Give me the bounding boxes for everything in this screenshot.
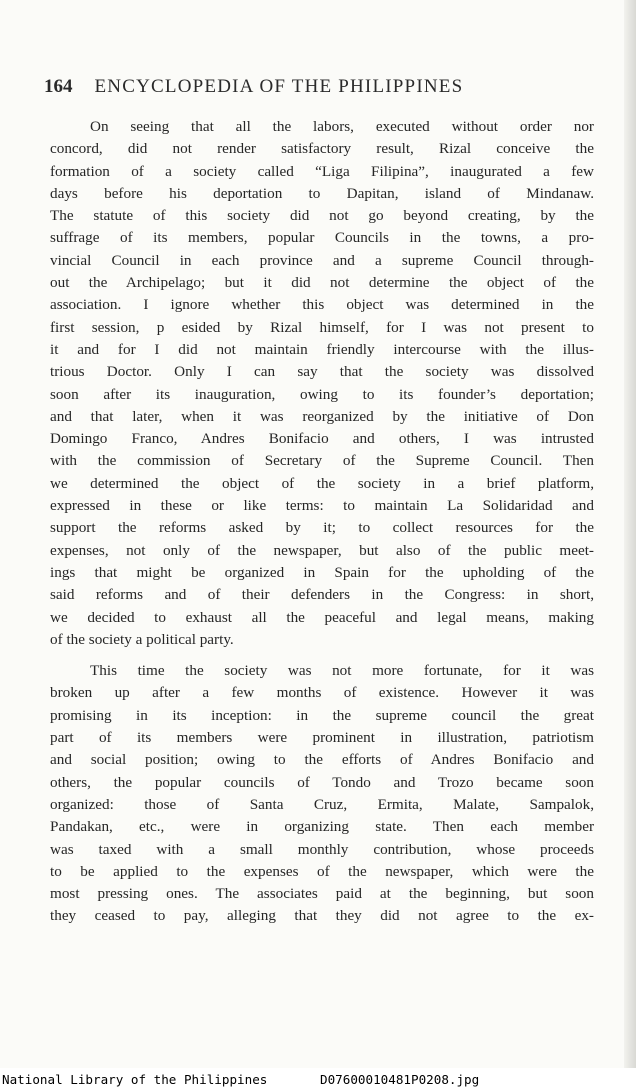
text-line: broken up after a few months of existence. However it was — [50, 684, 594, 702]
text-line: was taxed with a small monthly contribution, whose proceeds — [50, 840, 594, 858]
text-line: expressed in these or like terms: to maintain La Solidaridad and — [50, 497, 594, 515]
text-line: days before his deportation to Dapitan, island of Mindanaw. — [50, 184, 594, 202]
running-title: ENCYCLOPEDIA OF THE PHILIPPINES — [94, 76, 464, 97]
text-line: concord, did not render satisfactory result, Rizal conceive the — [50, 140, 594, 158]
text-line: out the Archipelago; but it did not determine the object of the — [50, 274, 594, 292]
text-line: they ceased to pay, alleging that they did not agree to the ex- — [50, 907, 594, 925]
text-line: This time the society was not more fortunate, for it was — [90, 662, 594, 680]
running-header — [44, 76, 463, 98]
text-line: suffrage of its members, popular Councils in the towns, a pro- — [50, 229, 594, 247]
text-line: part of its members were prominent in illustration, patriotism — [50, 729, 594, 747]
paragraph — [50, 116, 594, 651]
text-line: soon after its inauguration, owing to its founder’s deportation; — [50, 385, 594, 403]
page-number: 164 — [44, 76, 73, 97]
text-line: Pandakan, etc., were in organizing state. Then each member — [50, 818, 594, 836]
text-line: On seeing that all the labors, executed without order nor — [90, 118, 594, 135]
image-filename: D07600010481P0208.jpg — [320, 1072, 480, 1087]
text-line: most pressing ones. The associates paid at the beginning, but soon — [50, 885, 594, 903]
text-line: to be applied to the expenses of the newspaper, which were the — [50, 862, 594, 880]
text-line: and that later, when it was reorganized by the initiative of Don — [50, 407, 594, 425]
text-line: expenses, not only of the newspaper, but also of the public meet- — [50, 541, 594, 559]
text-line: organized: those of Santa Cruz, Ermita, Malate, Sampalok, — [50, 795, 594, 813]
scan-footer — [0, 1071, 636, 1088]
paragraph — [50, 660, 594, 928]
text-line: and social position; owing to the efforts of Andres Bonifacio and — [50, 751, 594, 769]
paragraph-gap — [50, 651, 594, 660]
text-line: of the society a political party. — [50, 630, 234, 648]
text-line: with the commission of Secretary of the Supreme Council. Then — [50, 452, 594, 470]
text-line: association. I ignore whether this object was determined in the — [50, 296, 594, 314]
page-edge-shadow — [624, 0, 636, 1068]
text-line: first session, p esided by Rizal himself, for I was not present to — [50, 318, 594, 336]
body-text — [50, 116, 594, 928]
text-line: others, the popular councils of Tondo and Trozo became soon — [50, 773, 594, 791]
text-line: we decided to exhaust all the peaceful and legal means, making — [50, 608, 594, 626]
text-line: promising in its inception: in the supreme council the great — [50, 706, 594, 724]
text-line: trious Doctor. Only I can say that the society was dissolved — [50, 363, 594, 381]
text-line: The statute of this society did not go beyond creating, by the — [50, 207, 594, 225]
text-line: we determined the object of the society in a brief platform, — [50, 474, 594, 492]
text-line: formation of a society called “Liga Filipina”, inaugurated a few — [50, 162, 594, 180]
text-line: ings that might be organized in Spain for the upholding of the — [50, 563, 594, 581]
text-line: support the reforms asked by it; to collect resources for the — [50, 519, 594, 537]
text-line: it and for I did not maintain friendly intercourse with the illus- — [50, 340, 594, 358]
library-name: National Library of the Philippines — [2, 1072, 268, 1087]
text-line: said reforms and of their defenders in the Congress: in short, — [50, 586, 594, 604]
text-line: vincial Council in each province and a supreme Council through- — [50, 251, 594, 269]
text-line: Domingo Franco, Andres Bonifacio and others, I was intrusted — [50, 430, 594, 448]
